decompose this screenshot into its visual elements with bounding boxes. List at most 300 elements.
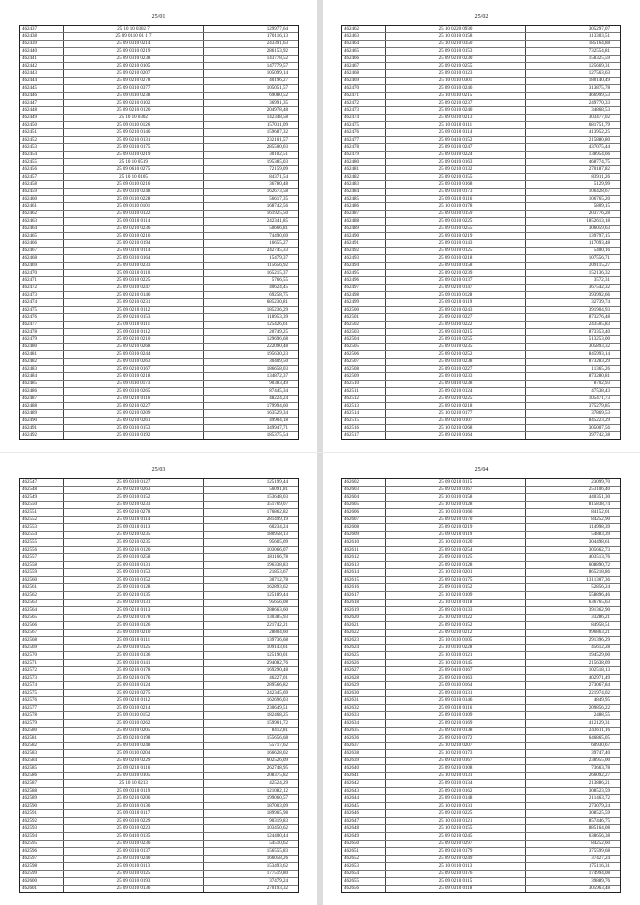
row-reference-cell: 25 09 0210 0176 (64, 675, 204, 682)
row-amount-cell: 253106,40 (588, 487, 610, 493)
table-row (342, 818, 620, 826)
table-row (20, 322, 298, 329)
row-amount-cell: 367542,32 (588, 285, 610, 291)
row-id-cell: 462654 (342, 871, 386, 878)
row-amount-cell: 222090,48 (266, 344, 288, 350)
row-amount-cell: 84252,60 (591, 841, 610, 847)
row-reference-cell: 25 09 0210 0297 (386, 841, 526, 848)
row-amount-cell: 54883,39 (591, 532, 610, 538)
table-row (342, 137, 620, 144)
row-amount-cell: 232101,57 (266, 137, 288, 143)
row-id-cell: 462634 (342, 720, 386, 727)
row-reference-cell: 25 10 0310 0166 (386, 509, 526, 516)
row-amount-cell: 558896,46 (588, 592, 610, 598)
table-row (342, 652, 620, 660)
row-reference-cell: 25 09 0310 0247 (64, 285, 204, 291)
row-amount-cell: 155656,68 (266, 735, 288, 741)
row-id-cell: 462604 (342, 494, 386, 501)
row-reference-cell: 25 09 0210 0153 (64, 314, 204, 320)
table-row (20, 233, 298, 240)
row-amount-cell: 194529,00 (588, 652, 610, 658)
row-amount-cell: 873280,81 (588, 374, 610, 380)
row-amount-cell: 177519,80 (266, 871, 288, 877)
row-id-cell: 462443 (20, 70, 64, 76)
table-row (342, 263, 620, 270)
row-reference-cell: 25 09 0310 0218 (64, 373, 204, 379)
row-reference-cell: 25 09 0210 0119 (386, 299, 526, 305)
row-reference-cell: 25 09 0310 0153 (64, 425, 204, 431)
row-id-cell: 462498 (342, 292, 386, 298)
row-id-cell: 462466 (20, 240, 64, 246)
row-amount-cell: 221742,21 (266, 622, 288, 628)
table-row (342, 152, 620, 159)
table-row (20, 577, 298, 585)
row-reference-cell: 25 09 0310 0125 (64, 645, 204, 652)
row-amount-cell: 308525,59 (588, 811, 610, 817)
row-id-cell: 462473 (20, 292, 64, 298)
table-row (20, 48, 298, 55)
table-row (342, 388, 620, 395)
row-id-cell: 462632 (342, 705, 386, 712)
table-row (342, 211, 620, 218)
table-row (20, 196, 298, 203)
table-row (342, 539, 620, 547)
row-amount-cell: 412129,31 (588, 720, 610, 726)
row-id-cell: 462649 (342, 833, 386, 840)
row-amount-cell: 5400,16 (593, 248, 610, 254)
row-amount-cell: 646865,05 (588, 735, 610, 741)
row-amount-cell: 121082,12 (266, 788, 288, 794)
row-id-cell: 462513 (342, 403, 386, 409)
row-id-cell: 462576 (20, 697, 64, 704)
row-id-cell: 462450 (20, 122, 64, 128)
row-reference-cell: 25 09 0210 0178 (64, 615, 204, 622)
row-amount-cell: 124400,44 (266, 833, 288, 839)
row-reference-cell: 25 10 0210 0350 (386, 41, 526, 47)
table-row (20, 652, 298, 660)
row-reference-cell: 25 09 0310 0238 (64, 56, 204, 62)
row-id-cell: 462594 (20, 833, 64, 840)
table-row (342, 871, 620, 879)
row-amount-cell: 129696,68 (266, 337, 288, 343)
row-id-cell: 462474 (342, 115, 386, 121)
row-amount-cell: 181166,78 (266, 555, 288, 561)
table-row (342, 432, 620, 438)
row-reference-cell: 25 09 0210 0125 (386, 554, 526, 561)
row-reference-cell: 25 09 0310 0118 (386, 886, 526, 893)
row-id-cell: 462481 (342, 166, 386, 172)
row-amount-cell: 127563,63 (588, 71, 610, 77)
row-amount-cell: 1852613,18 (586, 218, 610, 224)
row-id-cell: 462438 (20, 33, 64, 39)
table-row (342, 630, 620, 638)
row-amount-cell: 20749,25 (269, 329, 288, 335)
row-reference-cell: 25 10 0210 0131 (386, 803, 526, 810)
row-amount-cell: 84152,01 (591, 509, 610, 515)
row-reference-cell: 25 09 0110 0128 (386, 292, 526, 298)
page-25-03 (0, 453, 317, 905)
data-table (19, 478, 299, 893)
row-reference-cell: 25 09 0310 0258 (64, 554, 204, 561)
row-reference-cell: 25 09 0210 0112 (64, 307, 204, 313)
row-amount-cell: 873276,48 (588, 314, 610, 320)
row-amount-cell: 16655,27 (269, 241, 288, 247)
row-reference-cell: 25 09 0210 0263 (64, 487, 204, 494)
row-id-cell: 462495 (342, 270, 386, 276)
row-amount-cell: 243505,83 (588, 322, 610, 328)
row-amount-cell: 158325,59 (588, 56, 610, 62)
row-amount-cell: 139797,15 (588, 233, 610, 239)
row-amount-cell: 115656,92 (266, 263, 288, 269)
row-amount-cell: 204978,48 (266, 107, 288, 113)
row-amount-cell: 176862,82 (266, 509, 288, 515)
row-reference-cell: 25 09 0310 0219 (386, 233, 526, 239)
row-reference-cell: 25 09 0210 0261 (64, 418, 204, 424)
row-amount-cell: 162893,62 (266, 585, 288, 591)
row-amount-cell: 179994,60 (266, 403, 288, 409)
row-amount-cell: 249770,33 (588, 100, 610, 106)
row-amount-cell: 153493,62 (266, 863, 288, 869)
table-row (342, 645, 620, 653)
row-reference-cell: 25 09 0310 0136 (64, 886, 204, 893)
row-amount-cell: 5766,55 (271, 277, 288, 283)
row-reference-cell: 25 09 0210 0245 (386, 833, 526, 840)
row-id-cell: 462612 (342, 554, 386, 561)
row-amount-cell: 681751,79 (588, 122, 610, 128)
row-reference-cell: 25 09 0210 0146 (64, 129, 204, 135)
row-reference-cell: 25 09 0310 0219 (64, 48, 204, 54)
row-reference-cell: 25 09 0310 0114 (64, 517, 204, 524)
row-id-cell: 462455 (20, 159, 64, 165)
row-id-cell: 462636 (342, 735, 386, 742)
table-row (20, 285, 298, 292)
row-id-cell: 462517 (342, 432, 386, 438)
table-row (342, 144, 620, 151)
row-id-cell: 462549 (20, 494, 64, 501)
row-reference-cell: 25 09 0310 0222 (386, 322, 526, 328)
table-row (342, 720, 620, 728)
table-row (20, 93, 298, 100)
row-id-cell: 462486 (20, 388, 64, 394)
row-amount-cell: 90319,83 (269, 818, 288, 824)
table-row (342, 743, 620, 751)
table-row (20, 85, 298, 92)
row-reference-cell: 25 09 0310 0152 (64, 494, 204, 501)
table-row (20, 366, 298, 373)
table-row (342, 615, 620, 623)
row-amount-cell: 468774,75 (588, 159, 610, 165)
row-id-cell: 462624 (342, 645, 386, 652)
table-row (342, 825, 620, 833)
table-row (20, 432, 298, 438)
row-reference-cell: 25 09 0310 0265 (64, 388, 204, 394)
row-reference-cell: 25 09 0110 0111 (64, 322, 204, 328)
row-id-cell: 462515 (342, 418, 386, 424)
table-row (20, 129, 298, 136)
row-reference-cell: 25 09 0210 0135 (64, 592, 204, 599)
row-amount-cell: 397742,38 (588, 433, 610, 439)
table-row (342, 78, 620, 85)
row-id-cell: 462463 (20, 218, 64, 224)
row-id-cell: 462451 (20, 129, 64, 135)
row-id-cell: 462483 (342, 181, 386, 187)
row-amount-cell: 815838,74 (588, 502, 610, 508)
row-id-cell: 462566 (20, 622, 64, 629)
row-id-cell: 462487 (342, 211, 386, 217)
row-id-cell: 462471 (20, 277, 64, 283)
row-id-cell: 462477 (342, 137, 386, 143)
table-row (342, 765, 620, 773)
row-amount-cell: 138954,66 (588, 152, 610, 158)
row-reference-cell: 25 09 0310 0238 (386, 359, 526, 365)
row-reference-cell: 25 09 0210 0227 (64, 403, 204, 409)
row-amount-cell: 162673,58 (266, 189, 288, 195)
row-amount-cell: 273067,84 (588, 683, 610, 689)
table-row (342, 780, 620, 788)
table-row (20, 750, 298, 758)
row-reference-cell: 25 10 0210 0173 (386, 750, 526, 757)
table-row (342, 218, 620, 225)
row-reference-cell: 25 09 0310 0112 (64, 329, 204, 335)
row-reference-cell: 25 09 0210 0169 (386, 720, 526, 727)
row-id-cell: 462442 (20, 63, 64, 69)
page-title: 25/04 (474, 467, 489, 473)
row-amount-cell: 165215,37 (266, 270, 288, 276)
row-id-cell: 462642 (342, 780, 386, 787)
table-row (20, 226, 298, 233)
table-row (20, 509, 298, 517)
row-id-cell: 462478 (20, 329, 64, 335)
table-row (342, 41, 620, 48)
table-row (20, 660, 298, 668)
row-reference-cell: 25 09 0310 0158 (386, 263, 526, 269)
row-reference-cell: 25 10 0110 0228 (386, 645, 526, 652)
row-reference-cell: 25 10 0210 0207 (386, 743, 526, 750)
row-id-cell: 462439 (20, 41, 64, 47)
row-reference-cell: 25 09 0310 0111 (64, 637, 204, 644)
row-id-cell: 462516 (342, 425, 386, 431)
row-reference-cell: 25 09 0210 0132 (386, 166, 526, 172)
row-amount-cell: 865218,86 (588, 570, 610, 576)
table-row (342, 667, 620, 675)
row-amount-cell: 305662,73 (588, 547, 610, 553)
row-reference-cell: 25 09 0310 0105 (64, 773, 204, 780)
row-reference-cell: 25 09 0310 0248 (64, 189, 204, 195)
row-amount-cell: 95656,08 (269, 600, 288, 606)
table-row (20, 705, 298, 713)
row-amount-cell: 996863,21 (588, 630, 610, 636)
row-amount-cell: 54510,62 (269, 841, 288, 847)
row-reference-cell: 25 10 0210 0177 (386, 410, 526, 416)
row-reference-cell: 25 09 0210 0179 (386, 848, 526, 855)
row-amount-cell: 215638,09 (588, 660, 610, 666)
table-row (20, 26, 298, 33)
table-row (342, 502, 620, 510)
table-row (20, 78, 298, 85)
row-id-cell: 462626 (342, 660, 386, 667)
row-amount-cell: 56617,35 (269, 196, 288, 202)
row-id-cell: 462499 (342, 299, 386, 305)
row-id-cell: 462641 (342, 773, 386, 780)
row-amount-cell: 156555,83 (266, 848, 288, 854)
table-row (20, 818, 298, 826)
row-id-cell: 462471 (342, 93, 386, 99)
row-amount-cell: 130385,93 (266, 615, 288, 621)
row-reference-cell: 25 09 0110 0113 (64, 863, 204, 870)
row-reference-cell: 25 09 0310 0168 (386, 181, 526, 187)
row-id-cell: 462479 (20, 336, 64, 342)
row-id-cell: 462493 (342, 255, 386, 261)
row-id-cell: 462500 (342, 307, 386, 313)
row-id-cell: 462487 (20, 396, 64, 402)
table-row (20, 329, 298, 336)
table-row (20, 487, 298, 495)
row-id-cell: 462588 (20, 788, 64, 795)
row-amount-cell: 84252,90 (591, 517, 610, 523)
row-id-cell: 462473 (342, 107, 386, 113)
row-reference-cell: 25 10 0210 0128 (386, 502, 526, 509)
data-table (19, 25, 299, 440)
row-amount-cell: 170116,13 (266, 34, 288, 40)
table-row (342, 314, 620, 321)
row-id-cell: 462486 (342, 203, 386, 209)
row-amount-cell: 291396,29 (588, 637, 610, 643)
table-row (20, 351, 298, 358)
row-id-cell: 462505 (342, 344, 386, 350)
row-amount-cell: 375279,85 (588, 403, 610, 409)
row-amount-cell: 270193,32 (266, 886, 288, 892)
row-reference-cell: 25 09 0310 0109 (386, 712, 526, 719)
row-id-cell: 462646 (342, 810, 386, 817)
table-row (20, 396, 298, 403)
table-row (342, 285, 620, 292)
table-row (20, 381, 298, 388)
table-row (20, 56, 298, 63)
table-row (342, 788, 620, 796)
table-row (342, 115, 620, 122)
table-row (342, 403, 620, 410)
row-id-cell: 462472 (20, 285, 64, 291)
table-row (20, 780, 298, 788)
row-amount-cell: 242345,69 (266, 690, 288, 696)
row-reference-cell: 25 10 10 0302 7 (64, 26, 204, 32)
table-row (342, 107, 620, 114)
row-id-cell: 462504 (342, 336, 386, 342)
row-amount-cell: 168742,56 (266, 204, 288, 210)
row-reference-cell: 25 09 0210 0164 (386, 432, 526, 438)
row-reference-cell: 25 09 0210 0152 (386, 622, 526, 629)
table-row (20, 410, 298, 417)
row-reference-cell: 25 09 0210 0107 (386, 418, 526, 424)
row-id-cell: 462510 (342, 381, 386, 387)
table-row (20, 795, 298, 803)
row-reference-cell: 25 09 0310 0124 (64, 682, 204, 689)
table-row (20, 773, 298, 781)
row-amount-cell: 34868,53 (591, 107, 610, 113)
row-id-cell: 462597 (20, 856, 64, 863)
row-id-cell: 462481 (20, 351, 64, 357)
row-reference-cell: 25 09 0310 0114 (64, 218, 204, 224)
row-id-cell: 462501 (342, 314, 386, 320)
row-reference-cell: 25 09 0310 0116 (386, 705, 526, 712)
table-row (20, 502, 298, 510)
row-reference-cell: 25 09 0210 0178 (64, 667, 204, 674)
row-id-cell: 462470 (342, 85, 386, 91)
row-id-cell: 462580 (20, 728, 64, 735)
row-amount-cell: 118953,39 (266, 314, 288, 320)
row-id-cell: 462575 (20, 690, 64, 697)
row-id-cell: 462553 (20, 524, 64, 531)
row-reference-cell: 25 09 0110 0126 (64, 122, 204, 128)
table-row (20, 299, 298, 306)
row-id-cell: 462462 (342, 26, 386, 32)
row-id-cell: 462607 (342, 517, 386, 524)
row-id-cell: 462590 (20, 803, 64, 810)
row-amount-cell: 102518,13 (588, 668, 610, 674)
table-row (342, 803, 620, 811)
row-reference-cell: 25 09 0310 0123 (386, 70, 526, 76)
row-amount-cell: 221974,02 (588, 690, 610, 696)
table-row (342, 277, 620, 284)
table-row (342, 166, 620, 173)
table-row (342, 841, 620, 849)
table-row (20, 856, 298, 864)
row-id-cell: 462601 (20, 886, 64, 893)
row-reference-cell: 25 10 0210 0131 (386, 773, 526, 780)
row-id-cell: 462508 (342, 366, 386, 372)
row-id-cell: 462478 (342, 144, 386, 150)
row-id-cell: 462563 (20, 600, 64, 607)
row-amount-cell: 266092,27 (588, 773, 610, 779)
table-row (20, 833, 298, 841)
table-row (20, 803, 298, 811)
row-reference-cell: 25 09 0310 0146 (386, 697, 526, 704)
row-amount-cell: 391362,90 (588, 607, 610, 613)
row-reference-cell: 25 09 0210 0137 (386, 277, 526, 283)
row-amount-cell: 147779,57 (266, 63, 288, 69)
table-row (20, 539, 298, 547)
row-id-cell: 462611 (342, 547, 386, 554)
row-amount-cell: 103066,07 (266, 547, 288, 553)
table-row (342, 85, 620, 92)
table-row (20, 735, 298, 743)
row-amount-cell: 84371,54 (269, 174, 288, 180)
row-id-cell: 462503 (342, 329, 386, 335)
row-amount-cell: 106428,67 (588, 189, 610, 195)
row-reference-cell: 25 10 0310 0158 (386, 494, 526, 501)
row-amount-cell: 90383,49 (269, 381, 288, 387)
table-row (342, 848, 620, 856)
row-reference-cell: 25 10 0210 0109 (386, 592, 526, 599)
row-reference-cell: 25 09 0210 0133 (386, 607, 526, 614)
row-id-cell: 462461 (20, 203, 64, 209)
table-row (20, 144, 298, 151)
row-amount-cell: 466999,53 (588, 93, 610, 99)
row-id-cell: 462569 (20, 645, 64, 652)
row-amount-cell: 134872,37 (266, 374, 288, 380)
row-reference-cell: 25 10 10 0519 (64, 159, 204, 165)
row-id-cell: 462650 (342, 841, 386, 848)
row-id-cell: 462635 (342, 728, 386, 735)
row-amount-cell: 83911,26 (591, 174, 610, 180)
row-reference-cell: 25 09 0310 0244 (64, 351, 204, 357)
row-reference-cell: 25 09 0310 0205 (64, 728, 204, 735)
table-row (20, 592, 298, 600)
row-reference-cell: 25 10 0110 0215 (386, 93, 526, 99)
row-id-cell: 462645 (342, 803, 386, 810)
row-amount-cell: 286153,92 (266, 48, 288, 54)
row-id-cell: 462556 (20, 547, 64, 554)
